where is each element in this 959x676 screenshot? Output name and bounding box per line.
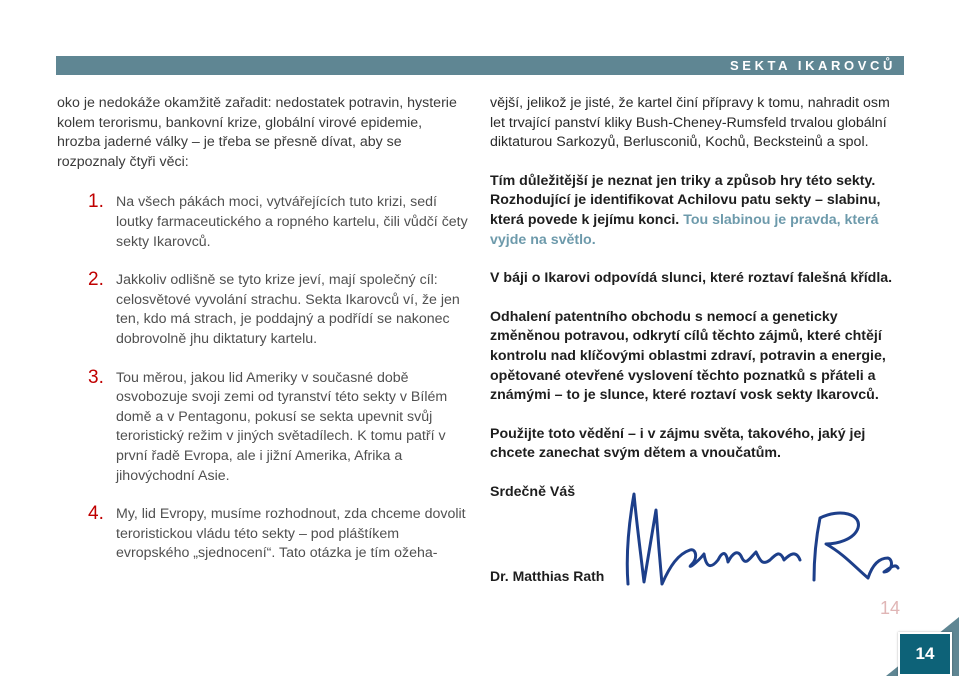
handwritten-signature [600,488,900,598]
list-item-text: Tou měrou, jakou lid Ameriky v současné době osvobozuje svoji zemi od tyranství této sekty v Bílém domě a v Pentagonu, pokusí se sekta upevnit svůj teroristický režim v jiných světadílech. K tomu patří v první řadě Evropa, ale i jižní Amerika, Afrika a jihovýchodní Asie. [116,369,448,484]
intro-paragraph: oko je nedokáže okamžitě zařadit: nedostatek potravin, hysterie kolem terorismu, bankovní krize, globální virové epidemie, hrozba jaderné války – je třeba se přesně dívat, aby se rozpoznaly čtyři věci: [57,95,457,170]
left-column [57,94,469,583]
list-item [57,271,469,349]
page-number: 14 [898,632,952,676]
list-item [57,193,469,252]
list-number: 3. [88,366,104,388]
list-item [57,366,469,487]
list-number: 4. [88,503,104,525]
continuation-paragraph: vější, jelikož je jisté, že kartel činí přípravy k tomu, nahradit osm let trvající panství kliky Bush-Cheney-Rumsfeld trvalou globální diktaturou Sarkozyů, Berlusconiů, Kochů, Becksteinů a spol. [490,95,890,151]
achilles-text: Tím důležitější je neznat jen triky a způsob hry této sekty. Rozhodující je identifikovat Achilovu patu sekty – slabinu, která povede k jejímu konci. [490,172,881,228]
revelation-paragraph: Odhalení patentního obchodu s nemocí a geneticky změněnou potravou, odkrytí cílů těchto zájmů, které chtějí kontrolu nad klíčovými oblastmi zdraví, potravin a energie, opětované otevřené vyslovení těchto poznatků s přáteli a známými – to je slunce, které roztaví vosk sekty Ikarovců. [490,308,886,404]
achilles-paragraph [490,172,905,250]
list-item-text: Jakkoliv odlišně se tyto krize jeví, mají společný cíl: celosvětové vyvolání strachu. Sekta Ikarovců ví, že jen ten, kdo má strach, je poddajný a podřídí se nakonec dobrovolně jhu diktatury kartelu. [116,272,460,347]
list-item-text: Na všech pákách moci, vytvářejících tuto krizi, sedí loutky farmaceutického a ropného kartelu, čili vůdčí čety sekty Ikarovců. [116,194,468,250]
header-bar [56,56,904,75]
section-title: SEKTA IKAROVCŮ [730,58,896,73]
greeting: Srdečně Váš [490,483,576,500]
icarus-paragraph: V báji o Ikarovi odpovídá slunci, které roztaví falešná křídla. [490,270,893,287]
list-number: 2. [88,269,104,291]
signer-name: Dr. Matthias Rath [490,568,605,584]
list-number: 1. [88,191,104,213]
truth-highlight: Tou slabinou je pravda, která vyjde na světlo. [490,211,879,248]
list-item-text: My, lid Evropy, musíme rozhodnout, zda chceme dovolit teroristickou vládu této sekty – pod pláštíkem evropského „sjednocení“. Tato otázka je tím ožeha- [116,506,466,562]
right-column [490,94,905,503]
call-to-action-paragraph: Použijte toto vědění – i v zájmu světa, takového, jaký jej chcete zanechat svým dětem a vnoučatům. [490,425,866,462]
list-item [57,505,469,564]
page-number-ghost: 14 [880,598,901,618]
